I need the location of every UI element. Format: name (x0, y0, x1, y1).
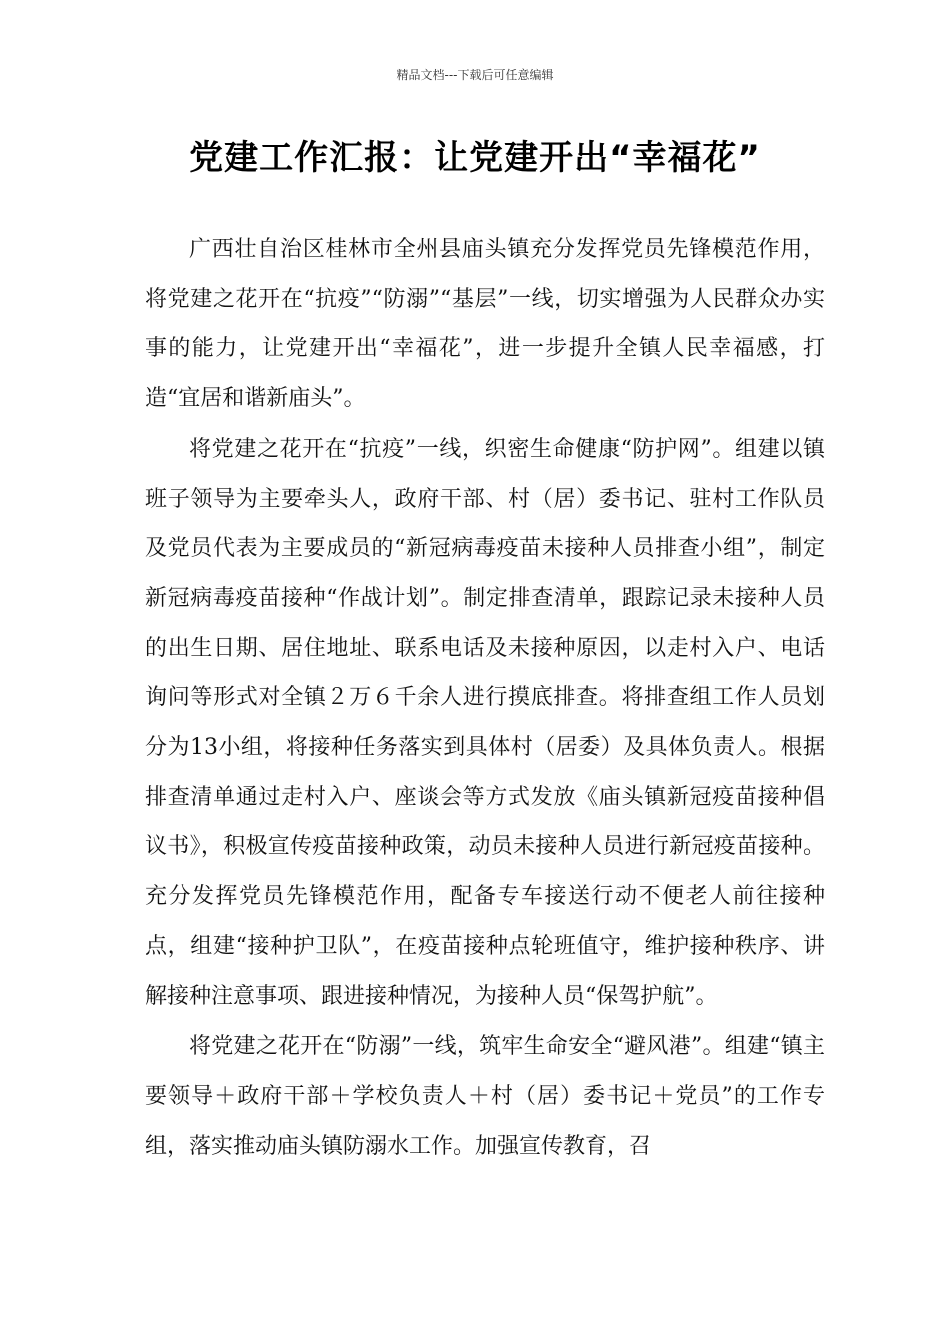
paragraph-drowning-prevention: 将党建之花开在“防溺”一线，筑牢生命安全“避风港”。组建“镇主要领导＋政府干部＋学校负责人＋村（居）委书记＋党员”的工作专组，落实推动庙头镇防溺水工作。加强宣传教育，召 (145, 1034, 825, 1159)
document-title: 党建工作汇报：让党建开出“幸福花” (189, 138, 761, 178)
header-note: 精品文档---下载后可任意编辑 (396, 68, 554, 82)
paragraph-anti-epidemic: 将党建之花开在“抗疫”一线，织密生命健康“防护网”。组建以镇班子领导为主要牵头人，政府干部、村（居）委书记、驻村工作队员及党员代表为主要成员的“新冠病毒疫苗未接种人员排查小组”，制定新冠病毒疫苗接种“作战计划”。制定排查清单，跟踪记录未接种人员的出生日期、居住地址、联系电话及未接种原因，以走村入户、电话询问等形式对全镇２万６千余人进行摸底排查。将排查组工作人员划分为13小组，将接种任务落实到具体村（居委）及具体负责人。根据排查清单通过走村入户、座谈会等方式发放《庙头镇新冠疫苗接种倡议书》，积极宣传疫苗接种政策，动员未接种人员进行新冠疫苗接种。充分发挥党员先锋模范作用，配备专车接送行动不便老人前往接种点，组建“接种护卫队”，在疫苗接种点轮班值守，维护接种秩序、讲解接种注意事项、跟进接种情况，为接种人员“保驾护航”。 (145, 436, 825, 1009)
document-body (145, 225, 825, 1172)
paragraph-intro: 广西壮自治区桂林市全州县庙头镇充分发挥党员先锋模范作用，将党建之花开在“抗疫”“防溺”“基层”一线，切实增强为人民群众办实事的能力，让党建开出“幸福花”，进一步提升全镇人民幸福感，打造“宜居和谐新庙头”。 (145, 237, 825, 412)
